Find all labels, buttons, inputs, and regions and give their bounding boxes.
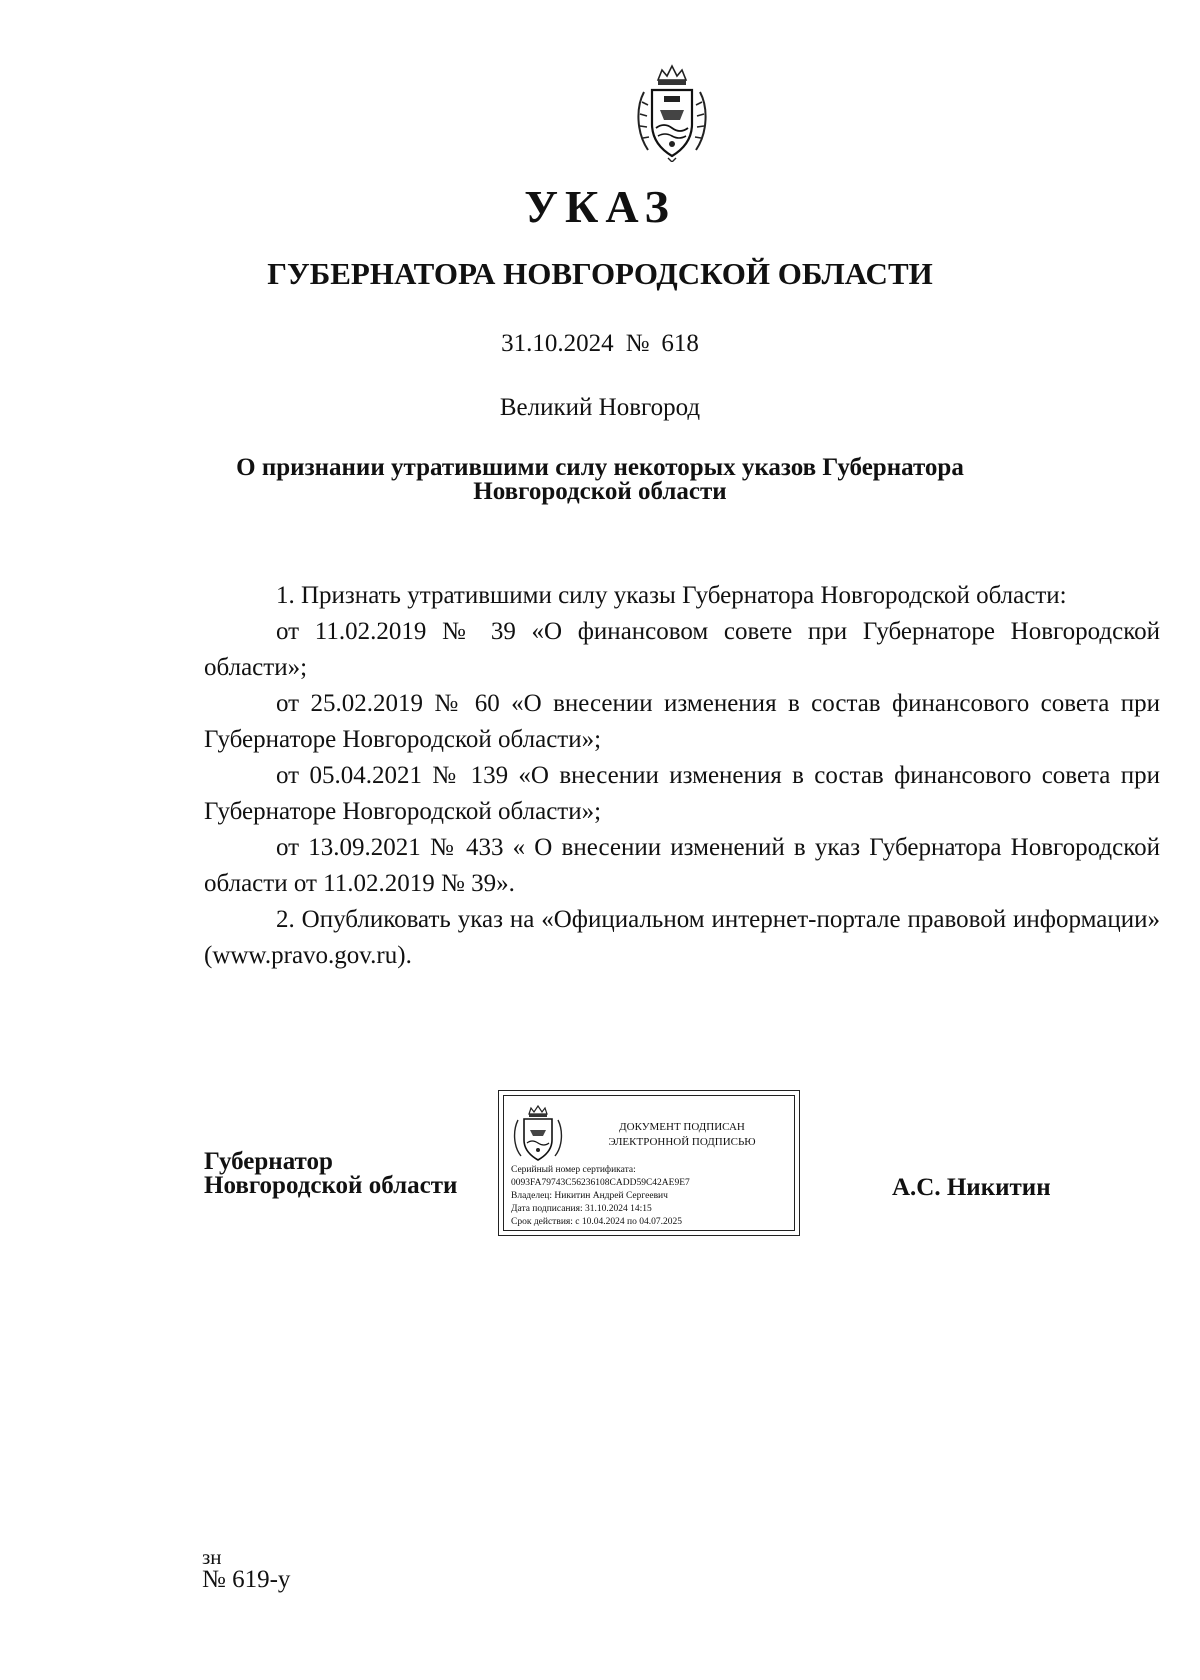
coat-of-arms-icon xyxy=(512,1104,564,1162)
document-body xyxy=(204,578,1160,974)
body-paragraph: 1. Признать утратившими силу указы Губернатора Новгородской области: xyxy=(276,582,1067,609)
heading-line: О признании утратившими силу некоторых указов Губернатора xyxy=(236,454,964,481)
stamp-owner: Владелец: Никитин Андрей Сергеевич xyxy=(511,1191,668,1201)
stamp-validity: Срок действия: с 10.04.2024 по 04.07.2025 xyxy=(511,1217,682,1227)
body-paragraph: от 25.02.2019 № 60 «О внесении изменения в состав финансового совета при Губернаторе Новгородской области»; xyxy=(204,690,1160,753)
electronic-signature-stamp xyxy=(498,1090,800,1236)
body-paragraph: от 11.02.2019 № 39 «О финансовом совете при Губернаторе Новгородской области»; xyxy=(204,618,1160,681)
body-paragraph: от 05.04.2021 № 139 «О внесении изменения в состав финансового совета при Губернаторе Новгородской области»; xyxy=(204,762,1160,825)
stamp-inner-border xyxy=(503,1095,795,1231)
stamp-serial-value: 0093FA79743C56236108CADD59C42AE9E7 xyxy=(511,1178,690,1188)
body-paragraph: 2. Опубликовать указ на «Официальном интернет-портале правовой информации» (www.pravo.gov.ru). xyxy=(204,906,1160,969)
stamp-header-line: ЭЛЕКТРОННОЙ ПОДПИСЬЮ xyxy=(608,1136,756,1148)
stamp-header-line: ДОКУМЕНТ ПОДПИСАН xyxy=(619,1121,745,1133)
coat-of-arms-icon xyxy=(634,62,710,162)
stamp-signed-at: Дата подписания: 31.10.2024 14:15 xyxy=(511,1204,652,1214)
body-paragraph: от 13.09.2021 № 433 « О внесении изменений в указ Губернатора Новгородской области от 11.02.2019 № 39». xyxy=(204,834,1160,897)
stamp-details xyxy=(511,1164,790,1229)
document-number: 618 xyxy=(661,330,699,357)
stamp-serial-label: Серийный номер сертификата: xyxy=(511,1165,636,1175)
signer-position-line: Губернатор xyxy=(204,1148,333,1175)
date-number-line xyxy=(0,330,1200,358)
footer-registration-number: № 619-у xyxy=(202,1566,291,1593)
signer-position-line: Новгородской области xyxy=(204,1172,458,1199)
signer-position xyxy=(204,1150,494,1198)
document-city: Великий Новгород xyxy=(499,394,701,421)
heading-line: Новгородской области xyxy=(473,478,727,505)
signer-name: А.С. Никитин xyxy=(892,1174,1051,1201)
number-sign: № xyxy=(625,330,650,357)
stamp-header xyxy=(576,1120,788,1150)
document-heading xyxy=(230,456,970,504)
document-title: УКАЗ xyxy=(524,181,676,232)
footer-code: зн xyxy=(202,1545,222,1569)
document-date: 31.10.2024 xyxy=(501,330,614,357)
document-subtitle: ГУБЕРНАТОРА НОВГОРОДСКОЙ ОБЛАСТИ xyxy=(267,256,933,291)
